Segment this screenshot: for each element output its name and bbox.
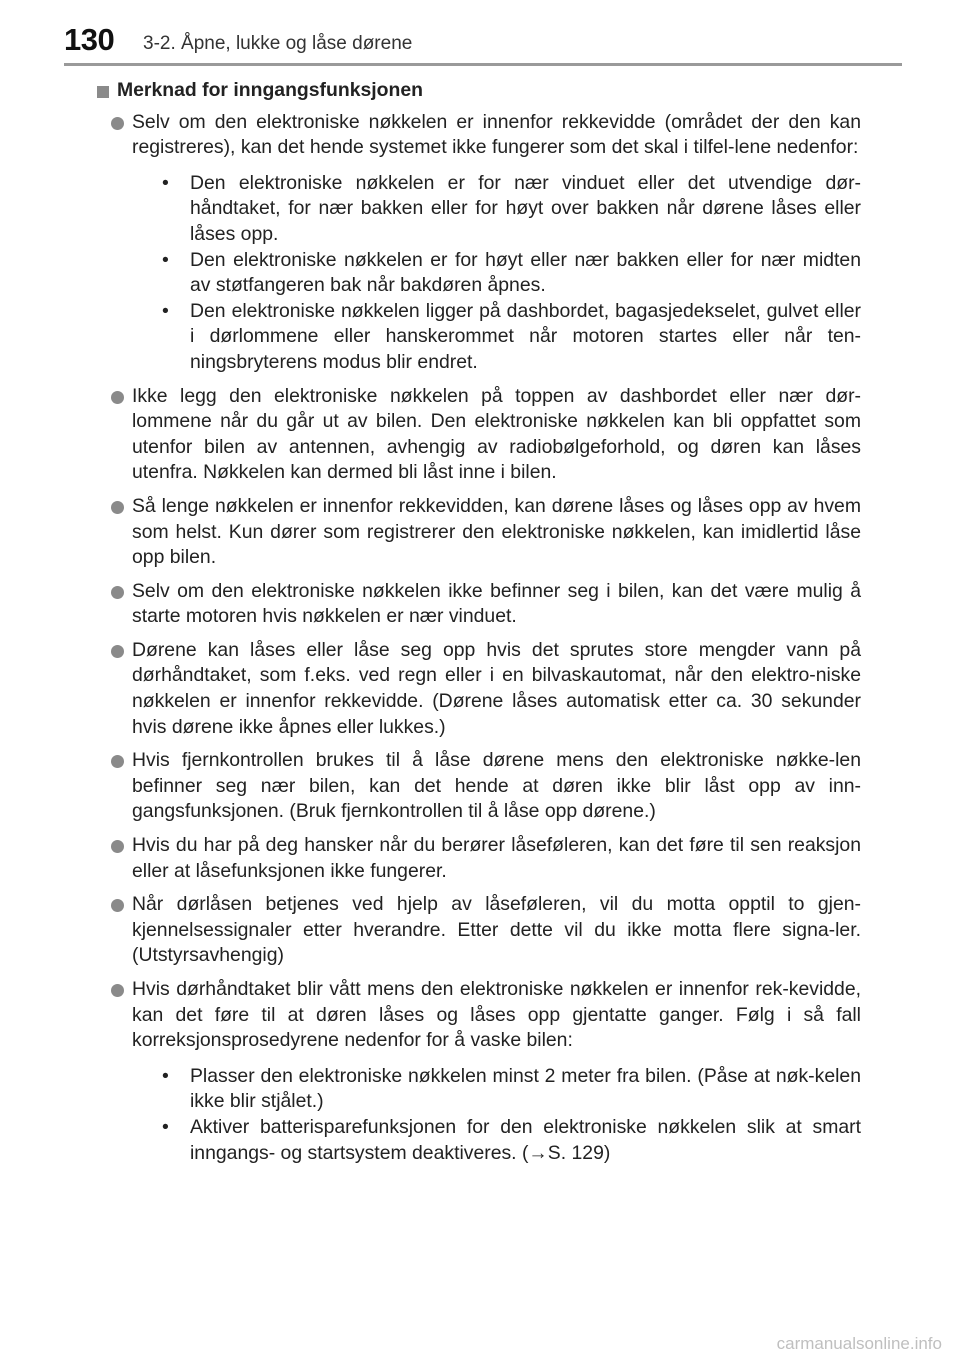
sub-item-text: Plasser den elektroniske nøkkelen minst 2 meter fra bilen. (Påse at nøk-kelen ikke blir stjålet.) (190, 1064, 861, 1113)
sub-item (162, 299, 861, 376)
dot-marker-icon: • (162, 299, 169, 322)
sub-item-text: Aktiver batterisparefunksjonen for den elektroniske nøkkelen slik at smart inngangs- og startsystem deaktiveres. (→S. 129) (190, 1115, 861, 1164)
section-heading (97, 78, 861, 104)
page-content (97, 78, 861, 1174)
bullet-text: Ikke legg den elektroniske nøkkelen på toppen av dashbordet eller nær dør-lommene når du går ut av bilen. Den elektroniske nøkkelen kan bli oppfattet som utenfor bilen av antennen, avhengig av radiobølgeforhold, og døren kan låses utenfra. Nøkkelen kan dermed bli låst inne i bilen. (132, 384, 861, 484)
bullet-item (97, 110, 861, 376)
dot-marker-icon: • (162, 1064, 169, 1087)
page-header (0, 0, 960, 62)
sub-item (162, 1115, 861, 1166)
circle-bullet-icon (111, 984, 124, 997)
sub-item (162, 248, 861, 299)
page-number: 130 (64, 22, 115, 57)
sub-item-text: Den elektroniske nøkkelen er for nær vinduet eller det utvendige dør-håndtaket, for nær bakken eller for høyt over bakken når dørene låses eller låses opp. (190, 171, 861, 245)
bullet-text: Når dørlåsen betjenes ved hjelp av låseføleren, vil du motta opptil to gjen-kjennelsessignaler etter hverandre. Etter dette vil du ikke motta flere signa-ler. (Utstyrsavhengig) (132, 893, 861, 967)
sub-item-text: Den elektroniske nøkkelen er for høyt eller nær bakken eller for nær midten av støtfangeren bak når bakdøren åpnes. (190, 248, 861, 297)
bullet-item (97, 579, 861, 630)
circle-bullet-icon (111, 586, 124, 599)
chapter-title: 3-2. Åpne, lukke og låse dørene (143, 33, 413, 54)
circle-bullet-icon (111, 501, 124, 514)
bullet-text: Hvis du har på deg hansker når du berører låseføleren, kan det føre til sen reaksjon eller at låsefunksjonen ikke fungerer. (132, 834, 861, 882)
sub-list (132, 1064, 861, 1166)
sub-list (132, 171, 861, 376)
watermark: carmanualsonline.info (776, 1334, 942, 1353)
bullet-text: Selv om den elektroniske nøkkelen ikke befinner seg i bilen, kan det være mulig å starte motoren hvis nøkkelen er nær vinduet. (132, 579, 861, 628)
section-title-text: Merknad for inngangsfunksjonen (117, 79, 423, 101)
bullet-text: Hvis fjernkontrollen brukes til å låse dørene mens den elektroniske nøkke-len befinner seg nær bilen, kan det hende at døren ikke blir låst opp av inn-gangsfunksjonen. (Bruk fjernkontrollen til å låse opp dørene.) (132, 749, 861, 823)
dot-marker-icon: • (162, 1115, 169, 1138)
circle-bullet-icon (111, 117, 124, 130)
sub-item (162, 1064, 861, 1115)
dot-marker-icon: • (162, 171, 169, 194)
circle-bullet-icon (111, 899, 124, 912)
circle-bullet-icon (111, 840, 124, 853)
sub-item-text: Den elektroniske nøkkelen ligger på dashbordet, bagasjedekselet, gulvet eller i dørlommene eller hanskerommet når motoren startes eller når ten-ningsbryterens modus blir endret. (190, 299, 861, 373)
header-divider (64, 63, 902, 66)
bullet-text: Dørene kan låses eller låse seg opp hvis det sprutes store mengder vann på dørhåndtaket, som f.eks. ved regn eller i en bilvaskautomat, når den elektro-niske nøkkelen er innenfor rekkevidde. (Dørene låses automatisk etter ca. 30 sekunder hvis dørene ikke åpnes eller lukkes.) (132, 638, 861, 738)
dot-marker-icon: • (162, 248, 169, 271)
bullet-item (97, 748, 861, 825)
square-bullet-icon (97, 86, 109, 98)
sub-item (162, 171, 861, 248)
bullet-item (97, 494, 861, 571)
bullet-item (97, 833, 861, 884)
bullet-text: Hvis dørhåndtaket blir vått mens den elektroniske nøkkelen er innenfor rek-kevidde, kan det føre til at døren låses og låses opp gjentatte ganger. Følg i så fall korreksjonsprosedyrene nedenfor for å vaske bilen: (132, 978, 861, 1052)
circle-bullet-icon (111, 645, 124, 658)
bullet-item (97, 638, 861, 740)
bullet-item (97, 384, 861, 486)
bullet-item (97, 977, 861, 1166)
bullet-text: Så lenge nøkkelen er innenfor rekkevidden, kan dørene låses og låses opp av hvem som helst. Kun dører som registrerer den elektroniske nøkkelen, kan imidlertid låse opp bilen. (132, 494, 861, 569)
circle-bullet-icon (111, 755, 124, 768)
circle-bullet-icon (111, 391, 124, 404)
bullet-text: Selv om den elektroniske nøkkelen er innenfor rekkevidde (området der den kan registreres), kan det hende systemet ikke fungerer som det skal i tilfel-lene nedenfor: (132, 110, 861, 159)
bullet-item (97, 892, 861, 969)
